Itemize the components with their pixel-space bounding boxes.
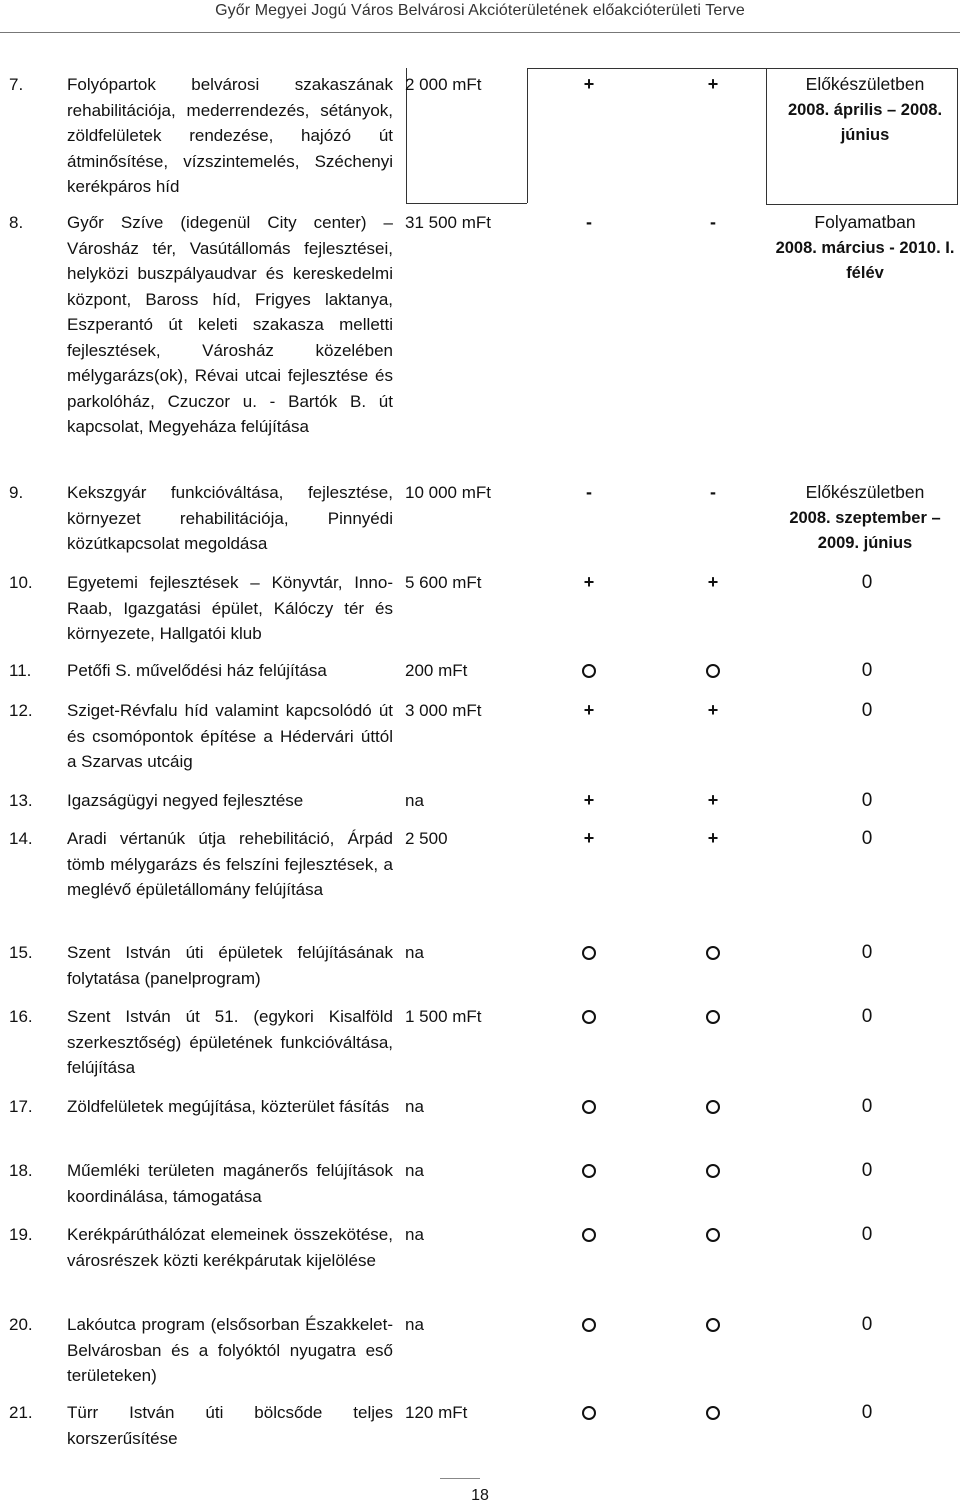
row-number: 10. <box>9 573 33 592</box>
status-label: Előkészületben <box>805 74 925 94</box>
m3-marker: 0 <box>861 942 873 963</box>
m3-marker: 0 <box>861 700 873 721</box>
m2-marker: + <box>707 74 719 94</box>
project-cost: 2 500 <box>405 829 448 848</box>
circle-marker-icon <box>693 1094 733 1122</box>
project-description: Türr István úti bölcsőde teljes korszerűsítése <box>67 1403 393 1448</box>
table-border-left <box>527 68 528 203</box>
row-number: 15. <box>9 943 33 962</box>
m3-marker: 0 <box>861 572 873 593</box>
project-cost: na <box>405 791 424 810</box>
row-number: 17. <box>9 1097 33 1116</box>
project-description: Zöldfelületek megújítása, közterület fásítás <box>67 1097 390 1116</box>
m1-marker: + <box>583 700 595 720</box>
project-cost: 2 000 mFt <box>405 75 482 94</box>
m1-marker: + <box>583 790 595 810</box>
footer-divider <box>440 1478 480 1479</box>
project-description: Kekszgyár funkcióváltása, fejlesztése, környezet rehabilitációja, Pinnyédi közútkapcsolat megoldása <box>67 483 393 553</box>
status-label: Előkészületben <box>805 482 925 502</box>
project-description: Folyópartok belvárosi szakaszának rehabilitációja, mederrendezés, sétányok, zöldfelületek rendezése, hajózó út átminősítése, vízszintemelés, Széchenyi kerékpáros híd <box>67 75 393 196</box>
m3-marker: 0 <box>861 790 873 811</box>
m2-marker: + <box>707 828 719 848</box>
project-cost: na <box>405 1097 424 1116</box>
table-border-mid <box>406 203 527 204</box>
project-description: Aradi vértanúk útja rehebilitáció, Árpád tömb mélygarázs és felszíni fejlesztések, a meglévő épületállomány felújítása <box>67 829 393 899</box>
m3-marker: 0 <box>861 828 873 849</box>
project-description: Sziget-Révfalu híd valamint kapcsolódó út és csomópontok építése a Hédervári úttól a Szarvas utcáig <box>67 701 393 771</box>
m2-marker: - <box>710 482 716 502</box>
row-number: 16. <box>9 1007 33 1026</box>
project-description: Győr Szíve (idegenül City center) – Városház tér, Vasútállomás fejlesztései, helyközi buszpályaudvar és kereskedelmi központ, Baross híd, Frigyes laktanya, Eszperantó út keleti szakasza melletti fejlesztések, Városház közelében mélygarázs(ok), Révai utcai fejlesztése és parkolóház, Czuczor u. - Bartók B. út kapcsolat, Megyeháza felújítása <box>67 213 393 436</box>
circle-marker-icon <box>693 658 733 686</box>
m3-marker: 0 <box>861 1224 873 1245</box>
project-cost: 31 500 mFt <box>405 213 491 232</box>
row-number: 20. <box>9 1315 33 1334</box>
circle-marker-icon <box>693 1158 733 1186</box>
page-header: Győr Megyei Jogú Város Belvárosi Akcióterületének előakcióterületi Terve <box>215 2 745 19</box>
m3-marker: 0 <box>861 1314 873 1335</box>
m1-marker: - <box>586 212 592 232</box>
circle-marker-icon <box>693 1222 733 1250</box>
project-cost: 10 000 mFt <box>405 483 491 502</box>
project-status <box>775 480 955 557</box>
m3-marker: 0 <box>861 660 873 681</box>
project-cost: na <box>405 943 424 962</box>
row-number: 18. <box>9 1161 33 1180</box>
project-cost: 5 600 mFt <box>405 573 482 592</box>
m3-marker: 0 <box>861 1160 873 1181</box>
circle-marker-icon <box>693 940 733 968</box>
project-description: Kerékpárúthálózat elemeinek összekötése, városrészek közti kerékpárutak kijelölése <box>67 1225 393 1270</box>
project-description: Szent István úti épületek felújításának folytatása (panelprogram) <box>67 943 393 988</box>
m2-marker: + <box>707 572 719 592</box>
status-period: 2008. március - 2010. I. félév <box>775 238 955 282</box>
circle-marker-icon <box>569 1312 609 1340</box>
project-cost: 200 mFt <box>405 661 468 680</box>
project-description: Igazságügyi negyed fejlesztése <box>67 791 304 810</box>
row-number: 9. <box>9 483 24 502</box>
project-cost: 1 500 mFt <box>405 1007 482 1026</box>
circle-marker-icon <box>569 658 609 686</box>
circle-marker-icon <box>569 1158 609 1186</box>
project-cost: 120 mFt <box>405 1403 468 1422</box>
m2-marker: - <box>710 212 716 232</box>
m3-marker: 0 <box>861 1006 873 1027</box>
row-number: 7. <box>9 75 24 94</box>
row-number: 13. <box>9 791 33 810</box>
project-description: Lakóutca program (elsősorban Északkelet-Belvárosban és a folyóktól nyugatra eső területeken) <box>67 1315 393 1385</box>
project-description: Műemléki területen magánerős felújítások koordinálása, támogatása <box>67 1161 393 1206</box>
m2-marker: + <box>707 790 719 810</box>
table-border-top <box>527 68 766 69</box>
page-number: 18 <box>471 1487 489 1504</box>
project-status <box>775 210 955 287</box>
row-number: 19. <box>9 1225 33 1244</box>
row-number: 12. <box>9 701 33 720</box>
circle-marker-icon <box>693 1400 733 1428</box>
status-period: 2008. április – 2008. június <box>787 100 943 144</box>
circle-marker-icon <box>693 1312 733 1340</box>
m1-marker: + <box>583 572 595 592</box>
row-number: 14. <box>9 829 33 848</box>
circle-marker-icon <box>569 940 609 968</box>
m2-marker: + <box>707 700 719 720</box>
circle-marker-icon <box>569 1222 609 1250</box>
m1-marker: - <box>586 482 592 502</box>
project-status <box>775 72 955 149</box>
project-description: Petőfi S. művelődési ház felújítása <box>67 661 327 680</box>
project-cost: 3 000 mFt <box>405 701 482 720</box>
row-number: 8. <box>9 213 24 232</box>
circle-marker-icon <box>693 1004 733 1032</box>
row-number: 21. <box>9 1403 33 1422</box>
project-description: Szent István út 51. (egykori Kisalföld szerkesztőség) épületének funkcióváltása, felújítása <box>67 1007 393 1077</box>
header-divider <box>0 32 960 33</box>
m3-marker: 0 <box>861 1402 873 1423</box>
circle-marker-icon <box>569 1400 609 1428</box>
project-cost: na <box>405 1315 424 1334</box>
project-cost: na <box>405 1225 424 1244</box>
project-description: Egyetemi fejlesztések – Könyvtár, Inno-Raab, Igazgatási épület, Kálóczy tér és környezete, Hallgatói klub <box>67 573 393 643</box>
m1-marker: + <box>583 828 595 848</box>
row-number: 11. <box>9 661 32 680</box>
circle-marker-icon <box>569 1004 609 1032</box>
m3-marker: 0 <box>861 1096 873 1117</box>
status-label: Folyamatban <box>814 212 916 232</box>
circle-marker-icon <box>569 1094 609 1122</box>
m1-marker: + <box>583 74 595 94</box>
project-cost: na <box>405 1161 424 1180</box>
status-period: 2008. szeptember – 2009. június <box>789 508 941 552</box>
